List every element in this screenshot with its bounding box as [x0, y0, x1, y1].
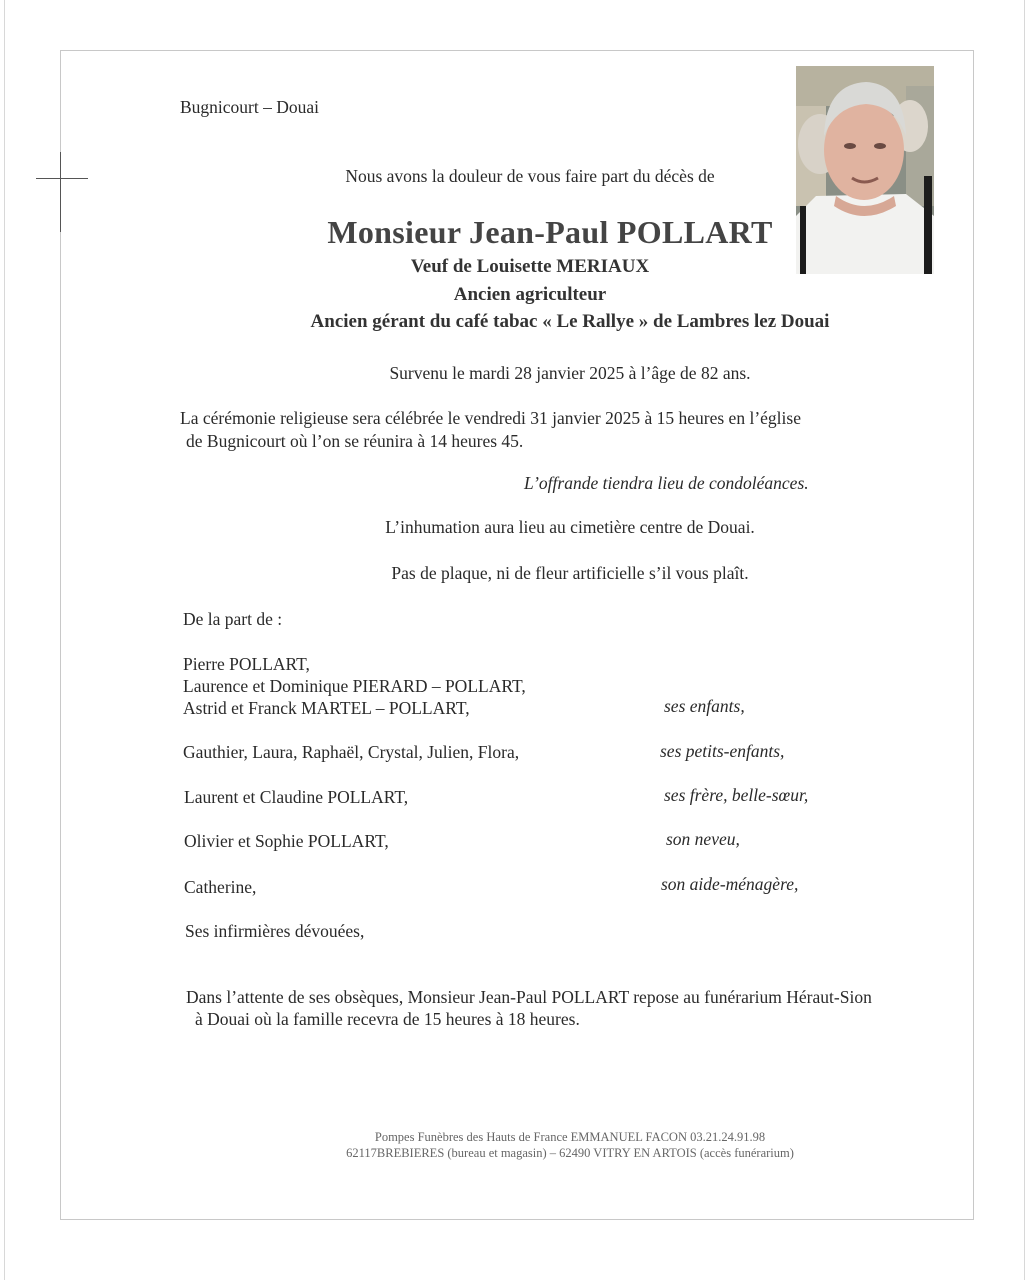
cross-icon-bar	[36, 178, 88, 179]
offering-note: L’offrande tiendra lieu de condoléances.	[524, 473, 809, 493]
family-relation: ses petits-enfants,	[660, 741, 785, 761]
family-name: Laurent et Claudine POLLART,	[184, 787, 409, 807]
intro-text: Nous avons la douleur de vous faire part du décès de	[345, 166, 715, 186]
portrait-photo	[796, 66, 934, 274]
family-name: Olivier et Sophie POLLART,	[184, 831, 389, 851]
footer-line-1: Pompes Funèbres des Hauts de France EMMANUEL FACON 03.21.24.91.98	[374, 1130, 766, 1144]
ceremony-line-1: La cérémonie religieuse sera célébrée le vendredi 31 janvier 2025 à 15 heures en l’église	[180, 408, 801, 428]
from-label: De la part de :	[183, 609, 283, 629]
family-name: Pierre POLLART,	[183, 654, 310, 674]
family-name: Catherine,	[184, 877, 257, 897]
family-relation: ses frère, belle-sœur,	[664, 785, 809, 805]
widower-line: Veuf de Louisette MERIAUX	[410, 256, 650, 277]
family-name: Ses infirmières dévouées,	[185, 921, 365, 941]
cross-icon	[60, 152, 61, 232]
former-role-line: Ancien gérant du café tabac « Le Rallye » de Lambres lez Douai	[310, 311, 830, 332]
family-relation: son aide-ménagère,	[661, 874, 799, 894]
ceremony-line-2: de Bugnicourt où l’on se réunira à 14 heures 45.	[186, 431, 524, 451]
family-name: Gauthier, Laura, Raphaël, Crystal, Julien, Flora,	[183, 742, 520, 762]
footer-line-2: 62117BREBIERES (bureau et magasin) – 62490 VITRY EN ARTOIS (accès funérarium)	[346, 1146, 794, 1160]
location-header: Bugnicourt – Douai	[180, 97, 320, 117]
death-info: Survenu le mardi 28 janvier 2025 à l’âge de 82 ans.	[389, 363, 751, 383]
family-relation: son neveu,	[666, 829, 740, 849]
occupation-line: Ancien agriculteur	[453, 284, 607, 305]
burial-info: L’inhumation aura lieu au cimetière centre de Douai.	[385, 517, 755, 537]
funerarium-line-1: Dans l’attente de ses obsèques, Monsieur Jean-Paul POLLART repose au funérarium Héraut-Sion	[186, 987, 872, 1007]
family-relation: ses enfants,	[664, 696, 745, 716]
no-flowers-note: Pas de plaque, ni de fleur artificielle s’il vous plaît.	[391, 563, 749, 583]
family-name: Astrid et Franck MARTEL – POLLART,	[183, 698, 470, 718]
family-name: Laurence et Dominique PIERARD – POLLART,	[183, 676, 526, 696]
funerarium-line-2: à Douai où la famille recevra de 15 heures à 18 heures.	[195, 1009, 580, 1029]
deceased-name: Monsieur Jean-Paul POLLART	[327, 214, 773, 250]
